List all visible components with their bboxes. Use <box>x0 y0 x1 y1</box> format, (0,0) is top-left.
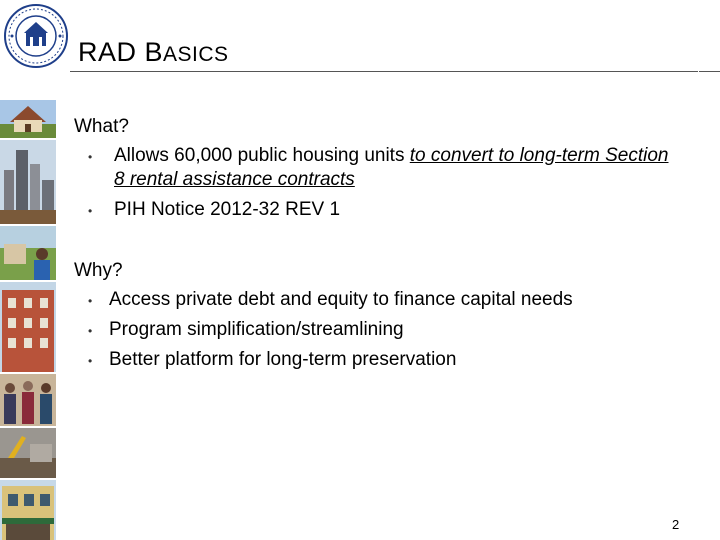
bullet-marker: • <box>88 150 93 164</box>
city-skyline-photo <box>0 140 56 224</box>
title-underline <box>70 71 698 72</box>
bullet-marker: • <box>88 324 93 338</box>
why-bullet-3: Better platform for long-term preservation <box>109 349 457 370</box>
slide-title: RAD BASICS <box>78 37 229 67</box>
what-bullet-1 <box>114 144 669 192</box>
what-bullet-1-emphasis-line-1: to convert to long-term Section <box>409 145 669 166</box>
why-bullet-2: Program simplification/streamlining <box>109 319 404 340</box>
house-photo <box>0 100 56 138</box>
what-bullet-1-text: Allows 60,000 public housing units <box>114 145 410 166</box>
what-bullet-1-emphasis-line-2: 8 rental assistance contracts <box>114 169 355 190</box>
bullet-marker: • <box>88 354 93 368</box>
what-heading: What? <box>74 116 129 137</box>
apartment-building-photo <box>0 282 56 372</box>
residents-photo <box>0 226 56 280</box>
hud-seal-logo <box>2 2 70 70</box>
page-number: 2 <box>672 517 680 532</box>
photo-strip <box>0 100 56 540</box>
bullet-marker: • <box>88 204 93 218</box>
bullet-marker: • <box>88 294 93 308</box>
why-heading: Why? <box>74 260 123 281</box>
construction-photo <box>0 428 56 478</box>
storefront-photo <box>0 480 56 540</box>
why-bullet-1: Access private debt and equity to finance capital needs <box>109 289 573 310</box>
group-photo <box>0 374 56 426</box>
what-bullet-2: PIH Notice 2012-32 REV 1 <box>114 199 341 220</box>
title-underline-end <box>699 71 720 72</box>
